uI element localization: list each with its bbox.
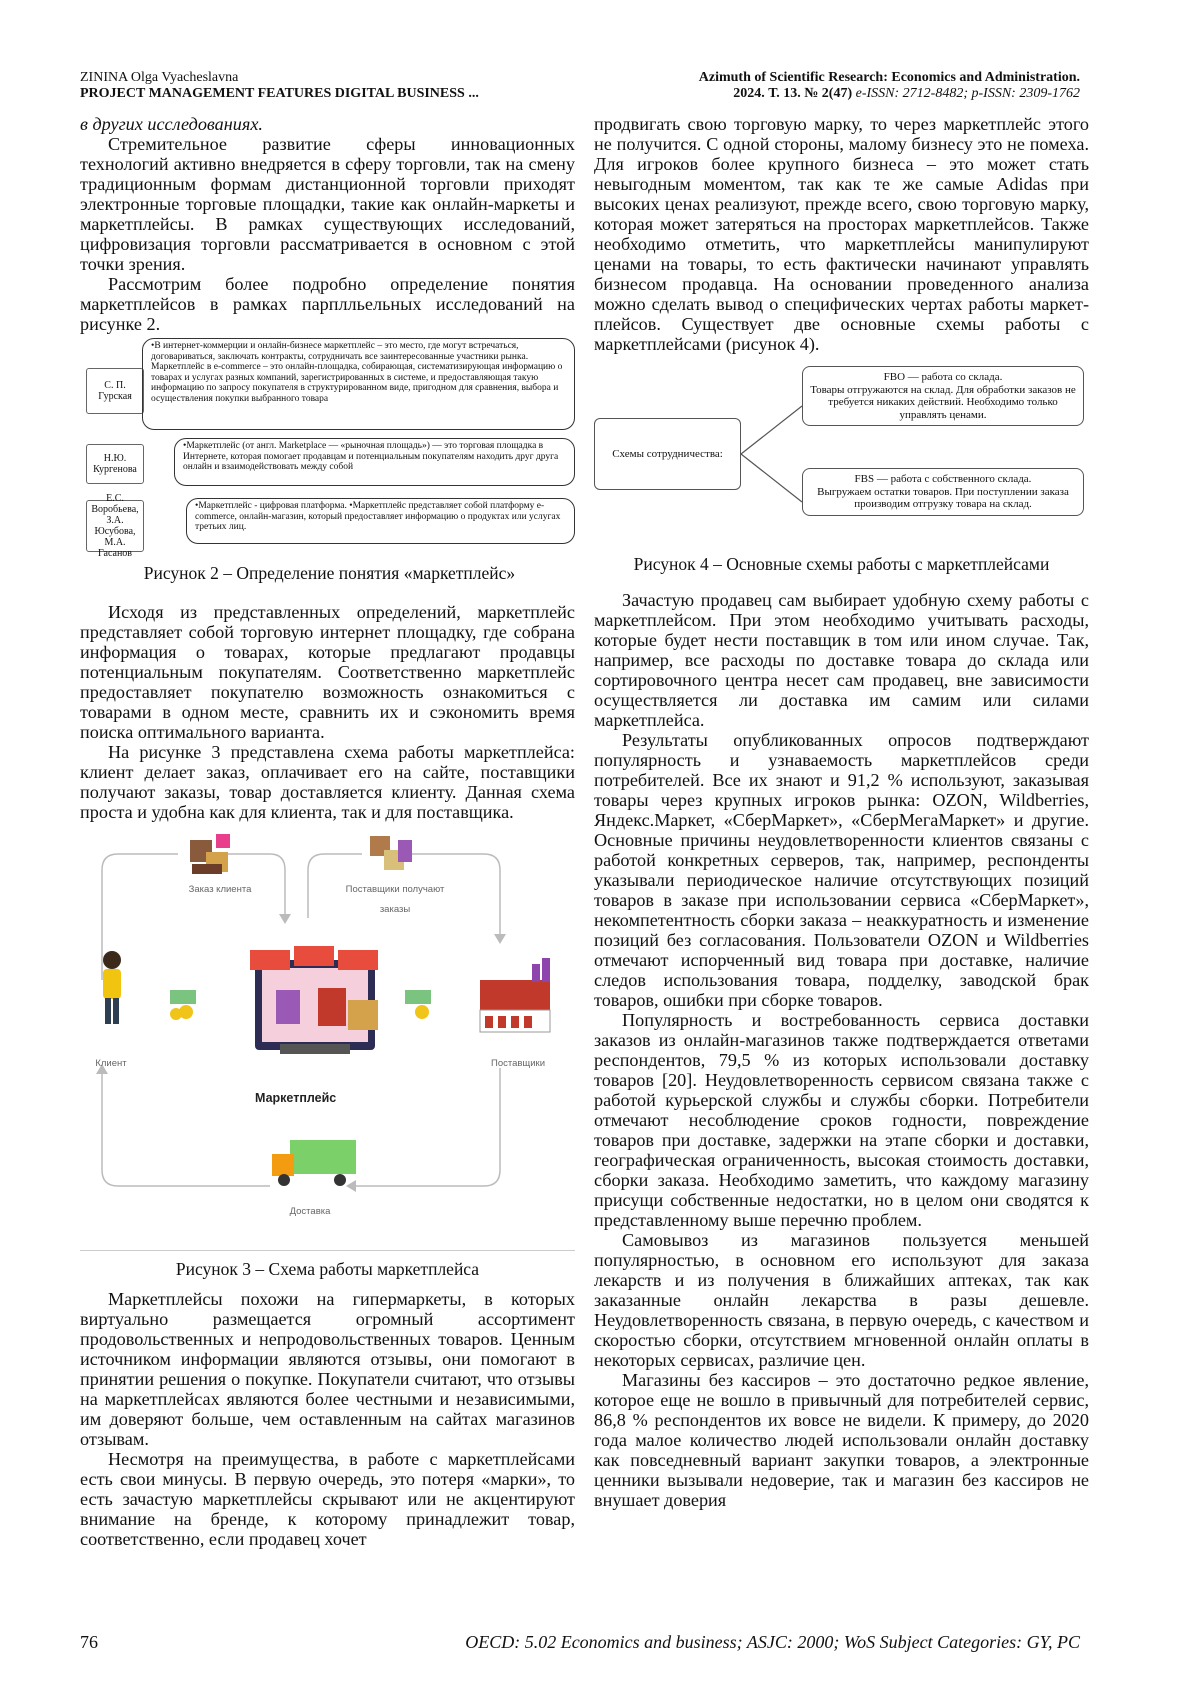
- figure-4-schemes: [594, 366, 1089, 546]
- author-box: Е.С. Воробьева, З.А. Юсубова, М.А. Гасанов: [86, 500, 144, 552]
- header-title: PROJECT MANAGEMENT FEATURES DIGITAL BUSINESS ...: [80, 86, 479, 101]
- paragraph: Результаты опубликованных опросов подтверждают популярность и узнаваемость маркетплейсов среди потребителей. Все их знают и 91,2 % используют, заказывая товары через крупных игроков рынка: OZON, Wildberries, Яндекс.Маркет, «СберМаркет», «СберМегаМаркет» и другие. Основные причины неудовлетворенности клиентов связаны с работой конкретных серверов, так, например, респонденты указывали периодическое наличие отсутствующих позиций товаров в заказе при использовании сервиса «СберМаркет», некомпетентность сборки заказа – неаккуратность и изменение позиций без согласования. Пользователи OZON и Wildberries отмечают испорченный вид товара при доставке, наличие следов использования товара, подделку, заводской брак товаров, ошибки при сборке товаров.: [594, 730, 1089, 1010]
- delivery-label: Доставка: [289, 1206, 331, 1217]
- right-column: [594, 114, 1089, 1510]
- figure-2-caption: Рисунок 2 – Определение понятия «маркетплейс»: [143, 563, 516, 583]
- supplier-boxes-icon: [370, 836, 412, 870]
- fbo-text: Товары отгружаются на склад. Для обработки заказов не требуется никаких действий. Необходимо только управлять ценами.: [810, 383, 1076, 421]
- delivery-truck-icon: [272, 1140, 356, 1186]
- money-icon: [170, 990, 196, 1020]
- paragraph: Зачастую продавец сам выбирает удобную схему работы с маркетплейсом. При этом необходимо учитывать расходы, которые будет нести поставщик в том или ином случае. Так, например, все расходы по доставке товара до склада или сортировочного центра несет сам продавец, вне зависимости осуществляется ли доставка им самим или силами маркетплейса.: [594, 590, 1089, 730]
- marketplace-icon: [250, 946, 378, 1054]
- paragraph: Стремительное развитие сферы инновационных технологий активно внедряется в сферу торговли, так на смену традиционным формам дистанционной торговли приходят электронные торговые площадки, такие как онлайн-маркеты и маркетплейсы. В рамках существующих исследований, цифровизация торговли рассматривается в основном с этой точки зрения.: [80, 134, 575, 274]
- marketplace-label: Маркетплейс: [255, 1091, 337, 1105]
- suppliers-get-orders-label: Поставщики получают заказы: [345, 884, 445, 915]
- paragraph: продвигать свою торговую марку, то через маркетплейс этого не получится. С одной стороны, малому бизнесу это не помеха. Для игроков более крупного бизнеса – это может стать невыгодным моментом, так как те же самые Adidas при высоких ценах реализуют, прежде всего, свою торговую марку, которая может затеряться на просторах маркетплейсов. Также необходимо отметить, что маркетплейсы манипулируют ценами на товары, то есть фактически начинают управлять бизнесом продавца. На основании проведенного анализа можно сделать вывод о специфических чертах работы маркет-плейсов. Существует две основные схемы работы с маркетплейсами (рисунок 4).: [594, 114, 1089, 354]
- header-author: ZININA Olga Vyacheslavna: [80, 70, 239, 85]
- paragraph: На рисунке 3 представлена схема работы маркетплейса: клиент делает заказ, оплачивает его на сайте, поставщики получают заказы, товар доставляется клиенту. Данная схема проста и удобна как для клиента, так и для поставщика.: [80, 742, 575, 822]
- suppliers-label: Поставщики: [490, 1058, 546, 1069]
- fbo-box: [802, 366, 1084, 426]
- fbs-title: FBS — работа с собственного склада.: [854, 473, 1032, 485]
- definition-box: •Маркетплейс (от англ. Marketplace — «рыночная площадь») — это торговая площадка в Интернете, которая помогает продавцам и потенциальным покупателям находить друг друга онлайн и взаимодействовать между собой: [174, 438, 575, 486]
- paragraph: в других исследованиях.: [80, 114, 263, 134]
- supplier-building-icon: [480, 958, 550, 1032]
- paragraph: Рассмотрим более подробно определение понятия маркетплейсов в рамках парплльельных исследований на рисунке 2.: [80, 274, 575, 334]
- figure-3-caption: Рисунок 3 – Схема работы маркетплейса: [175, 1259, 480, 1279]
- definition-box: •В интернет-коммерции и онлайн-бизнесе маркетплейс – это место, где могут встречаться, договариваться, заключать контракты, сотрудничать все заинтересованные участники рынка. Маркетплейс в e-commerce – это онлайн-площадка, собирающая, систематизирующая информацию о товарах и услугах разных компаний, зарегистрированных в системе, и предоставляющая такую информацию по запросу покупателя в структурированном виде, пригодном для сравнения, выбора и осуществления покупки выбранного товара: [142, 338, 575, 430]
- paragraph: Несмотря на преимущества, в работе с маркетплейсами есть свои минусы. В первую очередь, это потеря «марки», то есть зачастую маркетплейсы скрывают или не акцентируют внимание на бренде, к которому принадлежит товар, соответственно, если продавец хочет: [80, 1449, 575, 1549]
- author-box: Н.Ю. Кургенова: [86, 444, 144, 484]
- client-label: Клиент: [95, 1058, 127, 1069]
- figure-4-caption: Рисунок 4 – Основные схемы работы с маркетплейсами: [633, 554, 1050, 574]
- client-icon: [103, 951, 121, 1024]
- money-icon: [405, 990, 431, 1019]
- running-header-right: [560, 70, 1080, 102]
- running-header-left: [80, 70, 600, 102]
- page-number: 76: [80, 1632, 98, 1652]
- left-column: [80, 114, 575, 1549]
- paragraph: Маркетплейсы похожи на гипермаркеты, в которых виртуально размещается огромный ассортимент продовольственных и непродовольственных товаров. Ценным источником информации являются отзывы, они помогают в принятии решения о покупке. Покупатели считают, что отзывы на маркетплейсах являются более честными и независимыми, им доверяют больше, чем оставленным на сайтах магазинов отзывам.: [80, 1289, 575, 1449]
- header-issue: 2024. Т. 13. № 2(47): [733, 86, 853, 101]
- paragraph: Магазины без кассиров – это достаточно редкое явление, которое еще не вошло в привычный для потребителей сервис, 86,8 % респондентов их вовсе не видели. К примеру, до 2020 года малое количество людей использовали онлайн доставку как повседневный вариант закупки товаров, а электронные ценники вызывали недоверие, так и магазин без кассиров не внушает доверия: [594, 1370, 1089, 1510]
- header-journal: Azimuth of Scientific Research: Economics and Administration.: [698, 70, 1080, 85]
- figure-2-definitions: [82, 338, 575, 594]
- fbs-box: [802, 468, 1084, 516]
- definition-box: •Маркетплейс - цифровая платформа. •Маркетплейс представляет собой платформу e-commerce, онлайн-магазин, который предоставляет информацию о продуктах или услугах третьих лиц.: [186, 498, 575, 544]
- footer-classification: OECD: 5.02 Economics and business; ASJC: 2000; WoS Subject Categories: GY, PC: [465, 1632, 1080, 1652]
- order-boxes-icon: [190, 834, 230, 874]
- header-issn: e-ISSN: 2712-8482; p-ISSN: 2309-1762: [855, 86, 1080, 101]
- figure-3-scheme: [80, 830, 575, 1251]
- order-label: Заказ клиента: [188, 884, 252, 895]
- paragraph: Популярность и востребованность сервиса доставки заказов из онлайн-магазинов также подтверждается ответами респондентов, 79,5 % из которых использовали доставку товаров [20]. Неудовлетворенность сервисом связана также с работой курьерской службы и службы сборки. Потребители отмечают несоблюдение сроков годности, повреждение товаров при доставке, задержки на этапе сборки и доставки, географическая ограниченность, высокая стоимость доставки, сборки заказа. Необходимо заметить, что каждому магазину присущи собственные недостатки, но в целом они сводятся к представленному выше перечню проблем.: [594, 1010, 1089, 1230]
- fbs-text: Выгружаем остатки товаров. При поступлении заказа производим отгрузку товара на склад.: [817, 485, 1069, 510]
- schemes-label: Схемы сотрудничества:: [594, 418, 741, 490]
- author-box: С. П. Гурская: [86, 368, 144, 414]
- paragraph: Самовывоз из магазинов пользуется меньшей популярностью, в основном его используют для заказа лекарств и из получения в ближайших аптеках, так как заказанные онлайн лекарства в разы дешевле. Неудовлетворенность связана, в первую очередь, с качеством и скоростью сборки, отсутствием мгновенной онлайн оплаты в некоторых сервисах, различие цен.: [594, 1230, 1089, 1370]
- fbo-title: FBO — работа со склада.: [883, 371, 1003, 383]
- paragraph: Исходя из представленных определений, маркетплейс представляет собой торговую интернет площадку, где собрана информация о товарах, которые предлагают продавцы потенциальным покупателям. Соответственно маркетплейс предоставляет покупателю возможность ознакомиться с товарами в одном месте, сравнить их и сэкономить время поиска оптимального варианта.: [80, 602, 575, 742]
- scheme-arrows: [80, 830, 575, 1250]
